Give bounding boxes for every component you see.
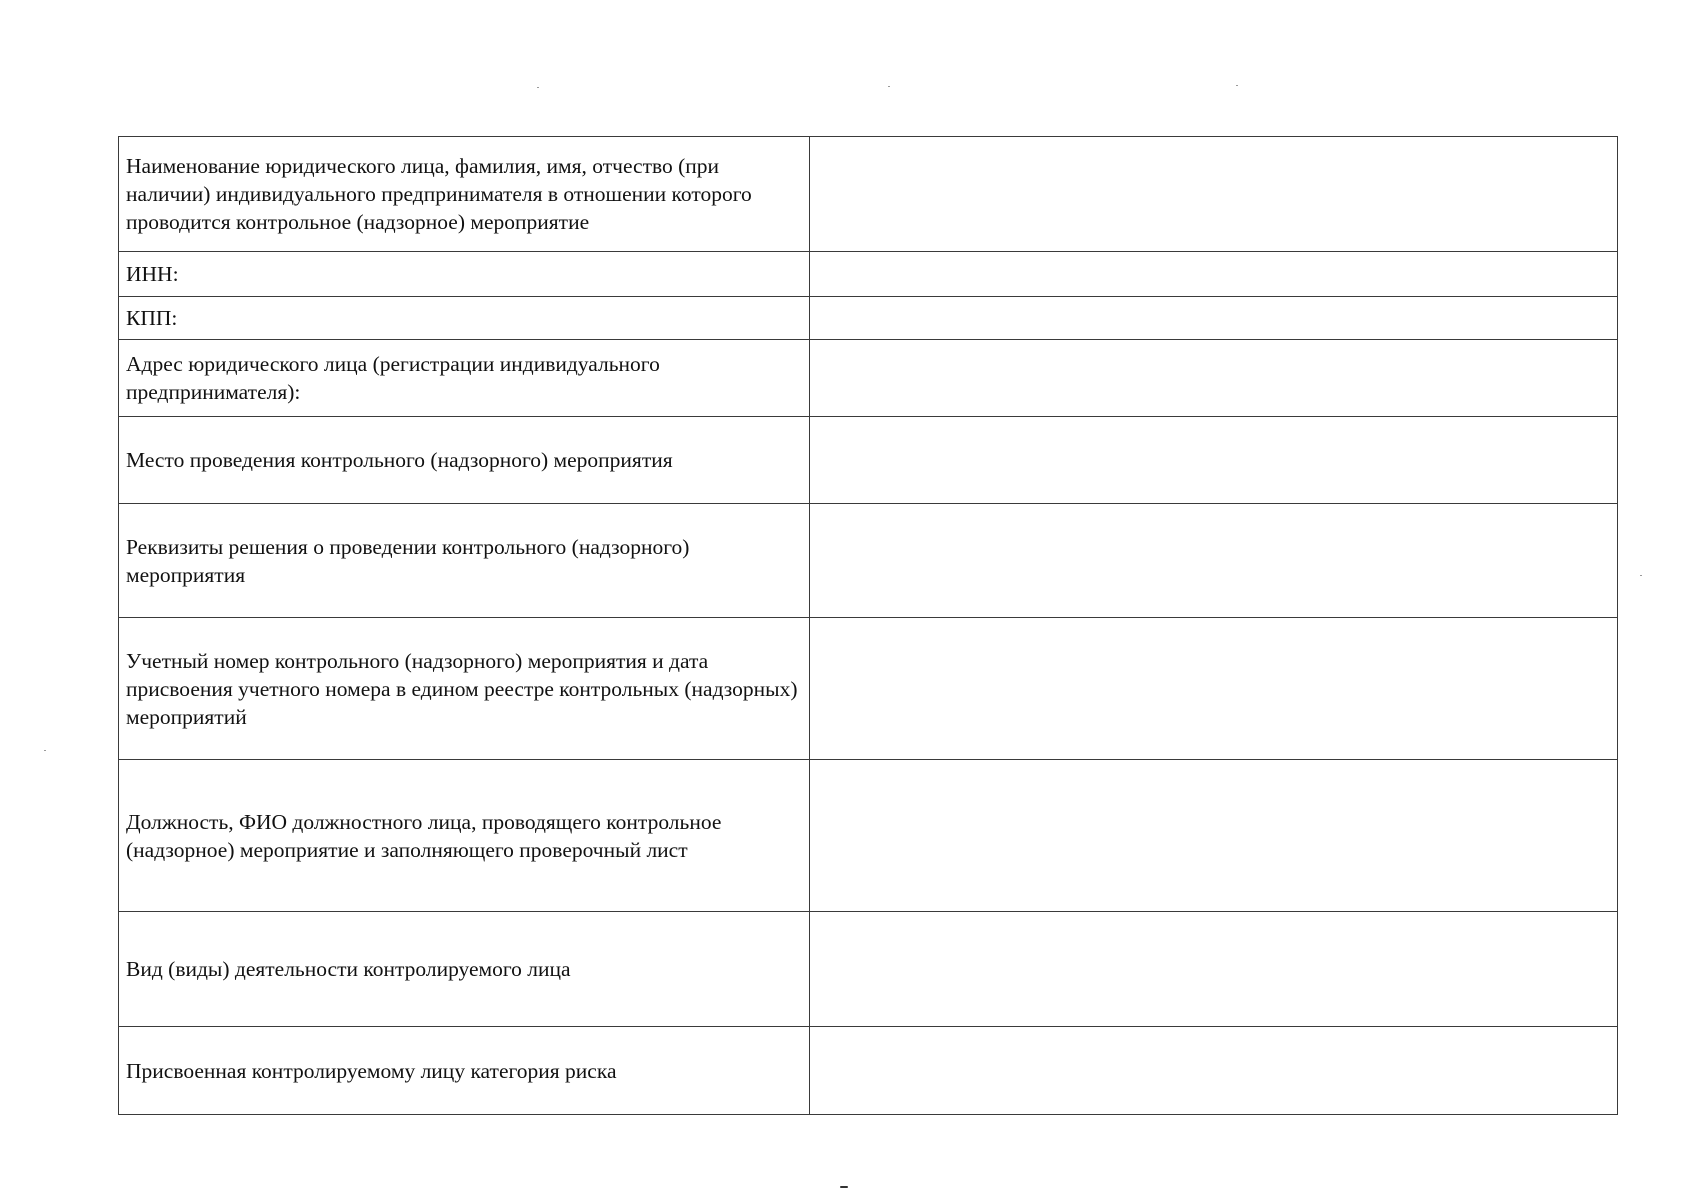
table-row-risk-category <box>119 1027 1618 1115</box>
address-value[interactable] <box>810 340 1618 417</box>
label-cell <box>119 504 810 618</box>
entity-name-label: Наименование юридического лица, фамилия, имя, отчество (при наличии) индивидуального предпринимателя в отношении которого проводится контрольное (надзорное) мероприятие <box>126 154 752 234</box>
label-cell <box>119 340 810 417</box>
scan-speck <box>1640 575 1642 576</box>
table-row-activity-types <box>119 912 1618 1027</box>
label-cell <box>119 618 810 760</box>
inn-label: ИНН: <box>126 262 179 286</box>
label-cell <box>119 760 810 912</box>
label-cell <box>119 297 810 340</box>
registry-number-value[interactable] <box>810 618 1618 760</box>
table-row-inn <box>119 252 1618 297</box>
table-row-official <box>119 760 1618 912</box>
table-row-decision-details <box>119 504 1618 618</box>
activity-types-value[interactable] <box>810 912 1618 1027</box>
scan-speck <box>888 86 890 87</box>
table-row-event-location <box>119 417 1618 504</box>
decision-details-label: Реквизиты решения о проведении контрольного (надзорного) мероприятия <box>126 534 690 587</box>
label-cell <box>119 1027 810 1115</box>
kpp-value[interactable] <box>810 297 1618 340</box>
risk-category-value[interactable] <box>810 1027 1618 1115</box>
label-cell <box>119 417 810 504</box>
scan-speck <box>44 750 46 751</box>
kpp-label: КПП: <box>126 306 178 330</box>
table-row-entity-name <box>119 137 1618 252</box>
page-number-mark <box>840 1186 848 1188</box>
table-row-address <box>119 340 1618 417</box>
official-label: Должность, ФИО должностного лица, проводящего контрольное (надзорное) мероприятие и заполняющего проверочный лист <box>126 809 722 862</box>
table-row-kpp <box>119 297 1618 340</box>
label-cell <box>119 137 810 252</box>
risk-category-label: Присвоенная контролируемому лицу категория риска <box>126 1058 617 1083</box>
inn-value[interactable] <box>810 252 1618 297</box>
table-row-registry-number <box>119 618 1618 760</box>
address-label: Адрес юридического лица (регистрации индивидуального предпринимателя): <box>126 352 660 404</box>
decision-details-value[interactable] <box>810 504 1618 618</box>
event-location-label: Место проведения контрольного (надзорного) мероприятия <box>126 448 673 472</box>
registry-number-label: Учетный номер контрольного (надзорного) мероприятия и дата присвоения учетного номера в едином реестре контрольных (надзорных) мероприятий <box>126 648 798 729</box>
entity-name-value[interactable] <box>810 137 1618 252</box>
scan-speck <box>537 87 539 88</box>
inspection-form-table <box>118 136 1618 1115</box>
label-cell <box>119 912 810 1027</box>
official-value[interactable] <box>810 760 1618 912</box>
activity-types-label: Вид (виды) деятельности контролируемого лица <box>126 957 571 981</box>
event-location-value[interactable] <box>810 417 1618 504</box>
label-cell <box>119 252 810 297</box>
scan-speck <box>1236 85 1238 86</box>
